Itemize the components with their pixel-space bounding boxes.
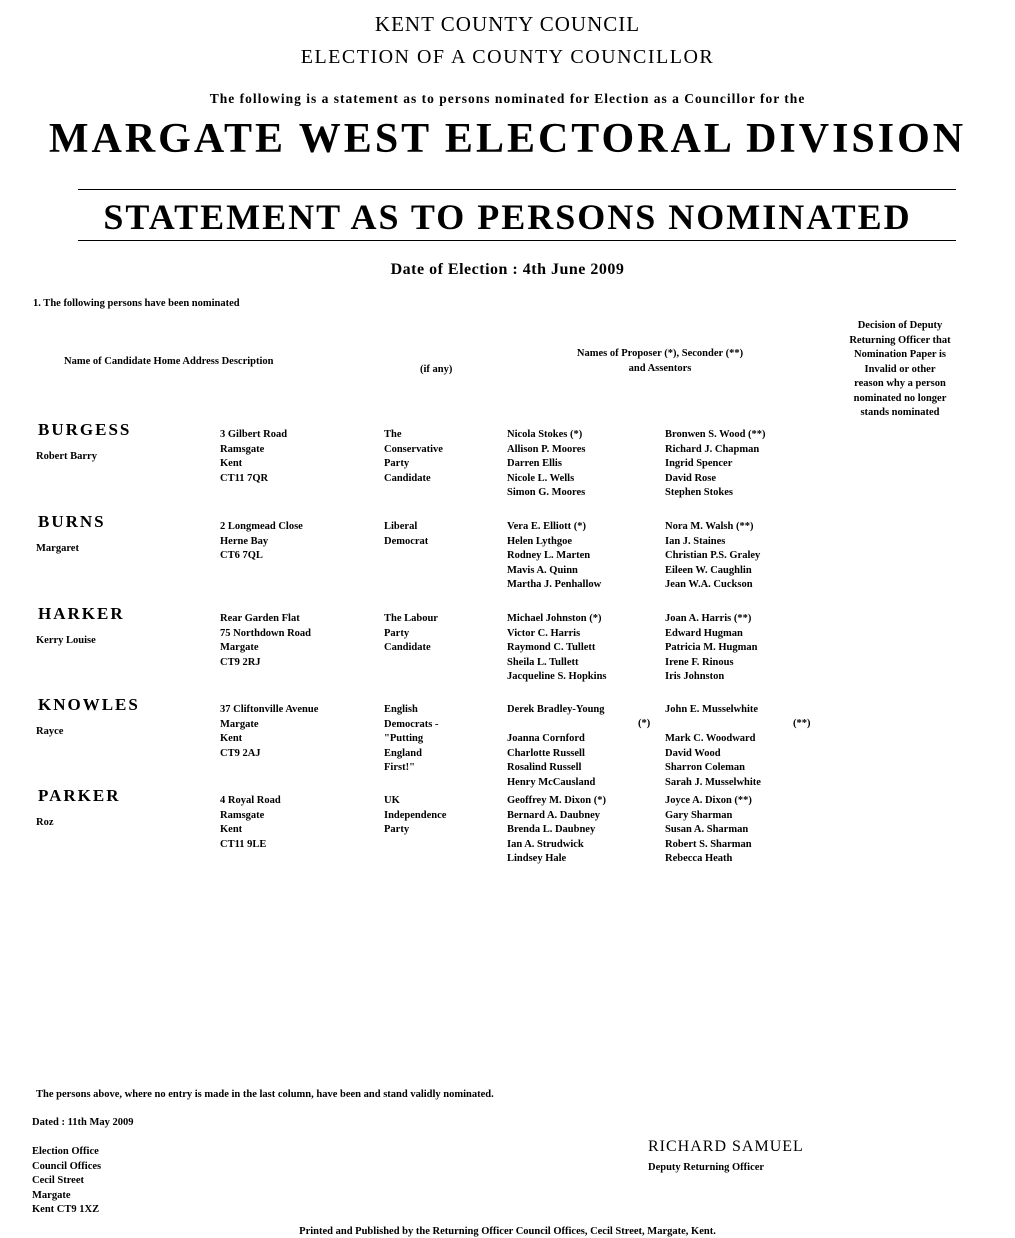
assentor-name: Rosalind Russell <box>507 762 582 774</box>
office-address <box>32 1145 101 1218</box>
address-line: 2 Longmead Close <box>220 521 303 532</box>
candidate-surname: BURGESS <box>38 420 132 439</box>
candidate-description <box>384 794 446 838</box>
assentor-name: Susan A. Sharman <box>665 824 749 836</box>
assentor-name: Robert S. Sharman <box>665 838 752 850</box>
office-address-line: Cecil Street <box>32 1175 84 1187</box>
candidate-description <box>384 520 428 549</box>
description-line: English <box>384 704 418 715</box>
candidate-address <box>220 612 311 670</box>
assentor-name: Vera E. Elliott (*) <box>507 521 586 532</box>
assentor-name: Brenda L. Daubney <box>507 824 596 836</box>
assentor-name: Michael Johnston (*) <box>507 613 602 624</box>
description-line: UK <box>384 795 400 806</box>
candidate-surname: BURNS <box>38 512 106 531</box>
proposers-header-line2: and Assentors <box>628 362 692 374</box>
division-name: MARGATE WEST ELECTORAL DIVISION <box>48 116 967 162</box>
assentor-name: David Rose <box>665 472 717 484</box>
decision-header-line: Returning Officer that <box>849 334 951 346</box>
candidate-forenames: Roz <box>36 817 54 828</box>
assentor-name: Iris Johnston <box>665 671 725 683</box>
assentor-name: Victor C. Harris <box>507 627 581 639</box>
decision-header-line: Invalid or other <box>864 363 936 375</box>
address-line: CT6 7QL <box>220 550 263 562</box>
assentor-name: Stephen Stokes <box>665 487 733 499</box>
assentor-name: Lindsey Hale <box>507 853 567 865</box>
candidate-surname: PARKER <box>38 786 121 805</box>
address-line: 37 Cliftonville Avenue <box>220 704 319 715</box>
seconder-column <box>665 520 760 593</box>
candidate-forenames: Kerry Louise <box>36 635 96 646</box>
address-line: Kent <box>220 458 243 470</box>
address-line: Herne Bay <box>220 535 269 547</box>
assentor-name: Mark C. Woodward <box>665 733 756 745</box>
assentor-name: Simon G. Moores <box>507 487 586 499</box>
assentor-name: Henry McCausland <box>507 776 596 788</box>
candidate-description <box>384 612 438 656</box>
assentor-name: Joan A. Harris (**) <box>665 613 752 624</box>
seconder-column <box>665 612 757 685</box>
address-line: CT11 9LE <box>220 838 267 850</box>
section-label: 1. The following persons have been nominated <box>33 298 240 309</box>
assentor-name: Bronwen S. Wood (**) <box>665 429 766 440</box>
imprint: Printed and Published by the Returning Officer Council Offices, Cecil Street, Margate, Kent. <box>299 1226 716 1237</box>
office-address-line: Council Offices <box>32 1160 102 1172</box>
description-line: Party <box>384 458 410 470</box>
candidate-forenames: Margaret <box>36 543 79 554</box>
description-line: "Putting <box>384 733 424 745</box>
assentor-name: Rodney L. Marten <box>507 550 591 562</box>
signatory-title: Deputy Returning Officer <box>648 1162 765 1173</box>
assentor-name: Jean W.A. Cuckson <box>665 579 753 591</box>
office-address-line: Election Office <box>32 1146 99 1157</box>
assentor-name: Bernard A. Daubney <box>507 809 601 821</box>
decision-header-line: Decision of Deputy <box>857 320 943 331</box>
election-date: Date of Election : 4th June 2009 <box>390 261 625 278</box>
address-line: Rear Garden Flat <box>220 613 300 624</box>
assentor-name: Raymond C. Tullett <box>507 642 596 654</box>
top-rule <box>78 189 956 190</box>
assentor-name <box>665 718 761 733</box>
seconder-marker: (**) <box>793 718 811 729</box>
candidate-forenames: Rayce <box>36 726 64 737</box>
proposer-column <box>507 428 585 501</box>
candidate-address <box>220 428 287 486</box>
assentor-name: Mavis A. Quinn <box>507 564 578 576</box>
address-line: Margate <box>220 642 259 654</box>
seconder-column <box>665 794 752 867</box>
assentor-name: Sharron Coleman <box>665 762 746 774</box>
assentor-name: Martha J. Penhallow <box>507 579 602 591</box>
assentor-name: Nicole L. Wells <box>507 472 575 484</box>
column-header-candidate: Name of Candidate Home Address Description <box>64 356 274 367</box>
assentor-name: David Wood <box>665 747 721 759</box>
statement-title: STATEMENT AS TO PERSONS NOMINATED <box>103 197 912 237</box>
assentor-name: Joyce A. Dixon (**) <box>665 795 752 806</box>
candidate-address <box>220 703 318 761</box>
candidate-description <box>384 703 439 776</box>
decision-header-line: reason why a person <box>854 378 946 389</box>
address-line: CT9 2RJ <box>220 656 261 668</box>
decision-header-line: nominated no longer <box>853 392 947 404</box>
council-name: KENT COUNTY COUNCIL <box>374 12 641 36</box>
office-address-line: Kent CT9 1XZ <box>32 1204 100 1216</box>
assentor-name: Nora M. Walsh (**) <box>665 521 754 532</box>
assentor-name: Nicola Stokes (*) <box>507 429 583 440</box>
assentor-name: Edward Hugman <box>665 627 743 639</box>
election-title: ELECTION OF A COUNTY COUNCILLOR <box>300 46 715 68</box>
decision-header-line: stands nominated <box>860 407 940 418</box>
assentor-name: Irene F. Rinous <box>665 656 734 668</box>
address-line: 75 Northdown Road <box>220 627 312 639</box>
candidate-surname: KNOWLES <box>38 695 140 714</box>
proposer-column <box>507 520 601 593</box>
description-line: Candidate <box>384 472 431 484</box>
seconder-column <box>665 703 761 791</box>
assentor-name: Charlotte Russell <box>507 747 585 759</box>
decision-header-line: Nomination Paper is <box>854 349 946 360</box>
description-line: Liberal <box>384 521 418 532</box>
assentor-name: Joanna Cornford <box>507 733 585 745</box>
validity-note: The persons above, where no entry is made in the last column, have been and stand validly nominated. <box>36 1089 494 1100</box>
column-header-if-any: (if any) <box>420 364 453 375</box>
bottom-rule <box>78 240 956 241</box>
proposer-marker: (*) <box>638 718 651 729</box>
assentor-name: Ian A. Strudwick <box>507 838 584 850</box>
office-address-line: Margate <box>32 1189 71 1201</box>
assentor-name: Helen Lythgoe <box>507 535 573 547</box>
address-line: Margate <box>220 718 259 730</box>
assentor-name: Ingrid Spencer <box>665 458 733 470</box>
description-line: The Labour <box>384 613 438 624</box>
assentor-name: Sarah J. Musselwhite <box>665 776 761 788</box>
dated-line: Dated : 11th May 2009 <box>32 1117 134 1128</box>
address-line: 3 Gilbert Road <box>220 429 288 440</box>
assentor-name: Richard J. Chapman <box>665 443 760 455</box>
candidate-forenames: Robert Barry <box>36 451 97 462</box>
description-line: Democrats - <box>384 718 439 730</box>
assentor-name: Eileen W. Caughlin <box>665 564 752 576</box>
candidate-address <box>220 794 281 852</box>
assentor-name: Gary Sharman <box>665 809 733 821</box>
proposers-header-line1: Names of Proposer (*), Seconder (**) <box>576 348 744 359</box>
proposer-column <box>507 794 606 867</box>
address-line: Ramsgate <box>220 443 265 455</box>
intro-text: The following is a statement as to persons nominated for Election as a Councillor for the <box>209 91 806 106</box>
description-line: Independence <box>384 809 447 821</box>
address-line: CT11 7QR <box>220 472 269 484</box>
description-line: Democrat <box>384 535 429 547</box>
candidate-address <box>220 520 303 564</box>
assentor-name: Geoffrey M. Dixon (*) <box>507 795 606 806</box>
column-header-decision <box>834 319 966 421</box>
assentor-name: Derek Bradley-Young <box>507 704 605 715</box>
assentor-name: Ian J. Staines <box>665 535 726 547</box>
description-line: Party <box>384 627 410 639</box>
assentor-name: Rebecca Heath <box>665 853 733 865</box>
assentor-name: Jacqueline S. Hopkins <box>507 671 607 683</box>
description-line: The <box>384 429 402 440</box>
candidate-surname: HARKER <box>38 604 125 623</box>
candidate-description <box>384 428 443 486</box>
address-line: 4 Royal Road <box>220 795 281 806</box>
description-line: Party <box>384 824 410 836</box>
assentor-name: Sheila L. Tullett <box>507 656 579 668</box>
assentor-name: Darren Ellis <box>507 458 562 470</box>
assentor-name: Christian P.S. Graley <box>665 550 761 562</box>
address-line: Kent <box>220 824 243 836</box>
column-header-proposers <box>540 347 780 376</box>
description-line: Conservative <box>384 443 443 455</box>
assentor-name <box>507 718 605 733</box>
description-line: England <box>384 747 422 759</box>
assentor-name: John E. Musselwhite <box>665 704 759 715</box>
description-line: First!" <box>384 762 415 774</box>
signatory-name: RICHARD SAMUEL <box>648 1138 804 1155</box>
assentor-name: Patricia M. Hugman <box>665 642 758 654</box>
address-line: Kent <box>220 733 243 745</box>
assentor-name: Allison P. Moores <box>507 443 586 455</box>
seconder-column <box>665 428 766 501</box>
description-line: Candidate <box>384 642 431 654</box>
address-line: Ramsgate <box>220 809 265 821</box>
proposer-column <box>507 612 607 685</box>
proposer-column <box>507 703 605 791</box>
address-line: CT9 2AJ <box>220 747 261 759</box>
